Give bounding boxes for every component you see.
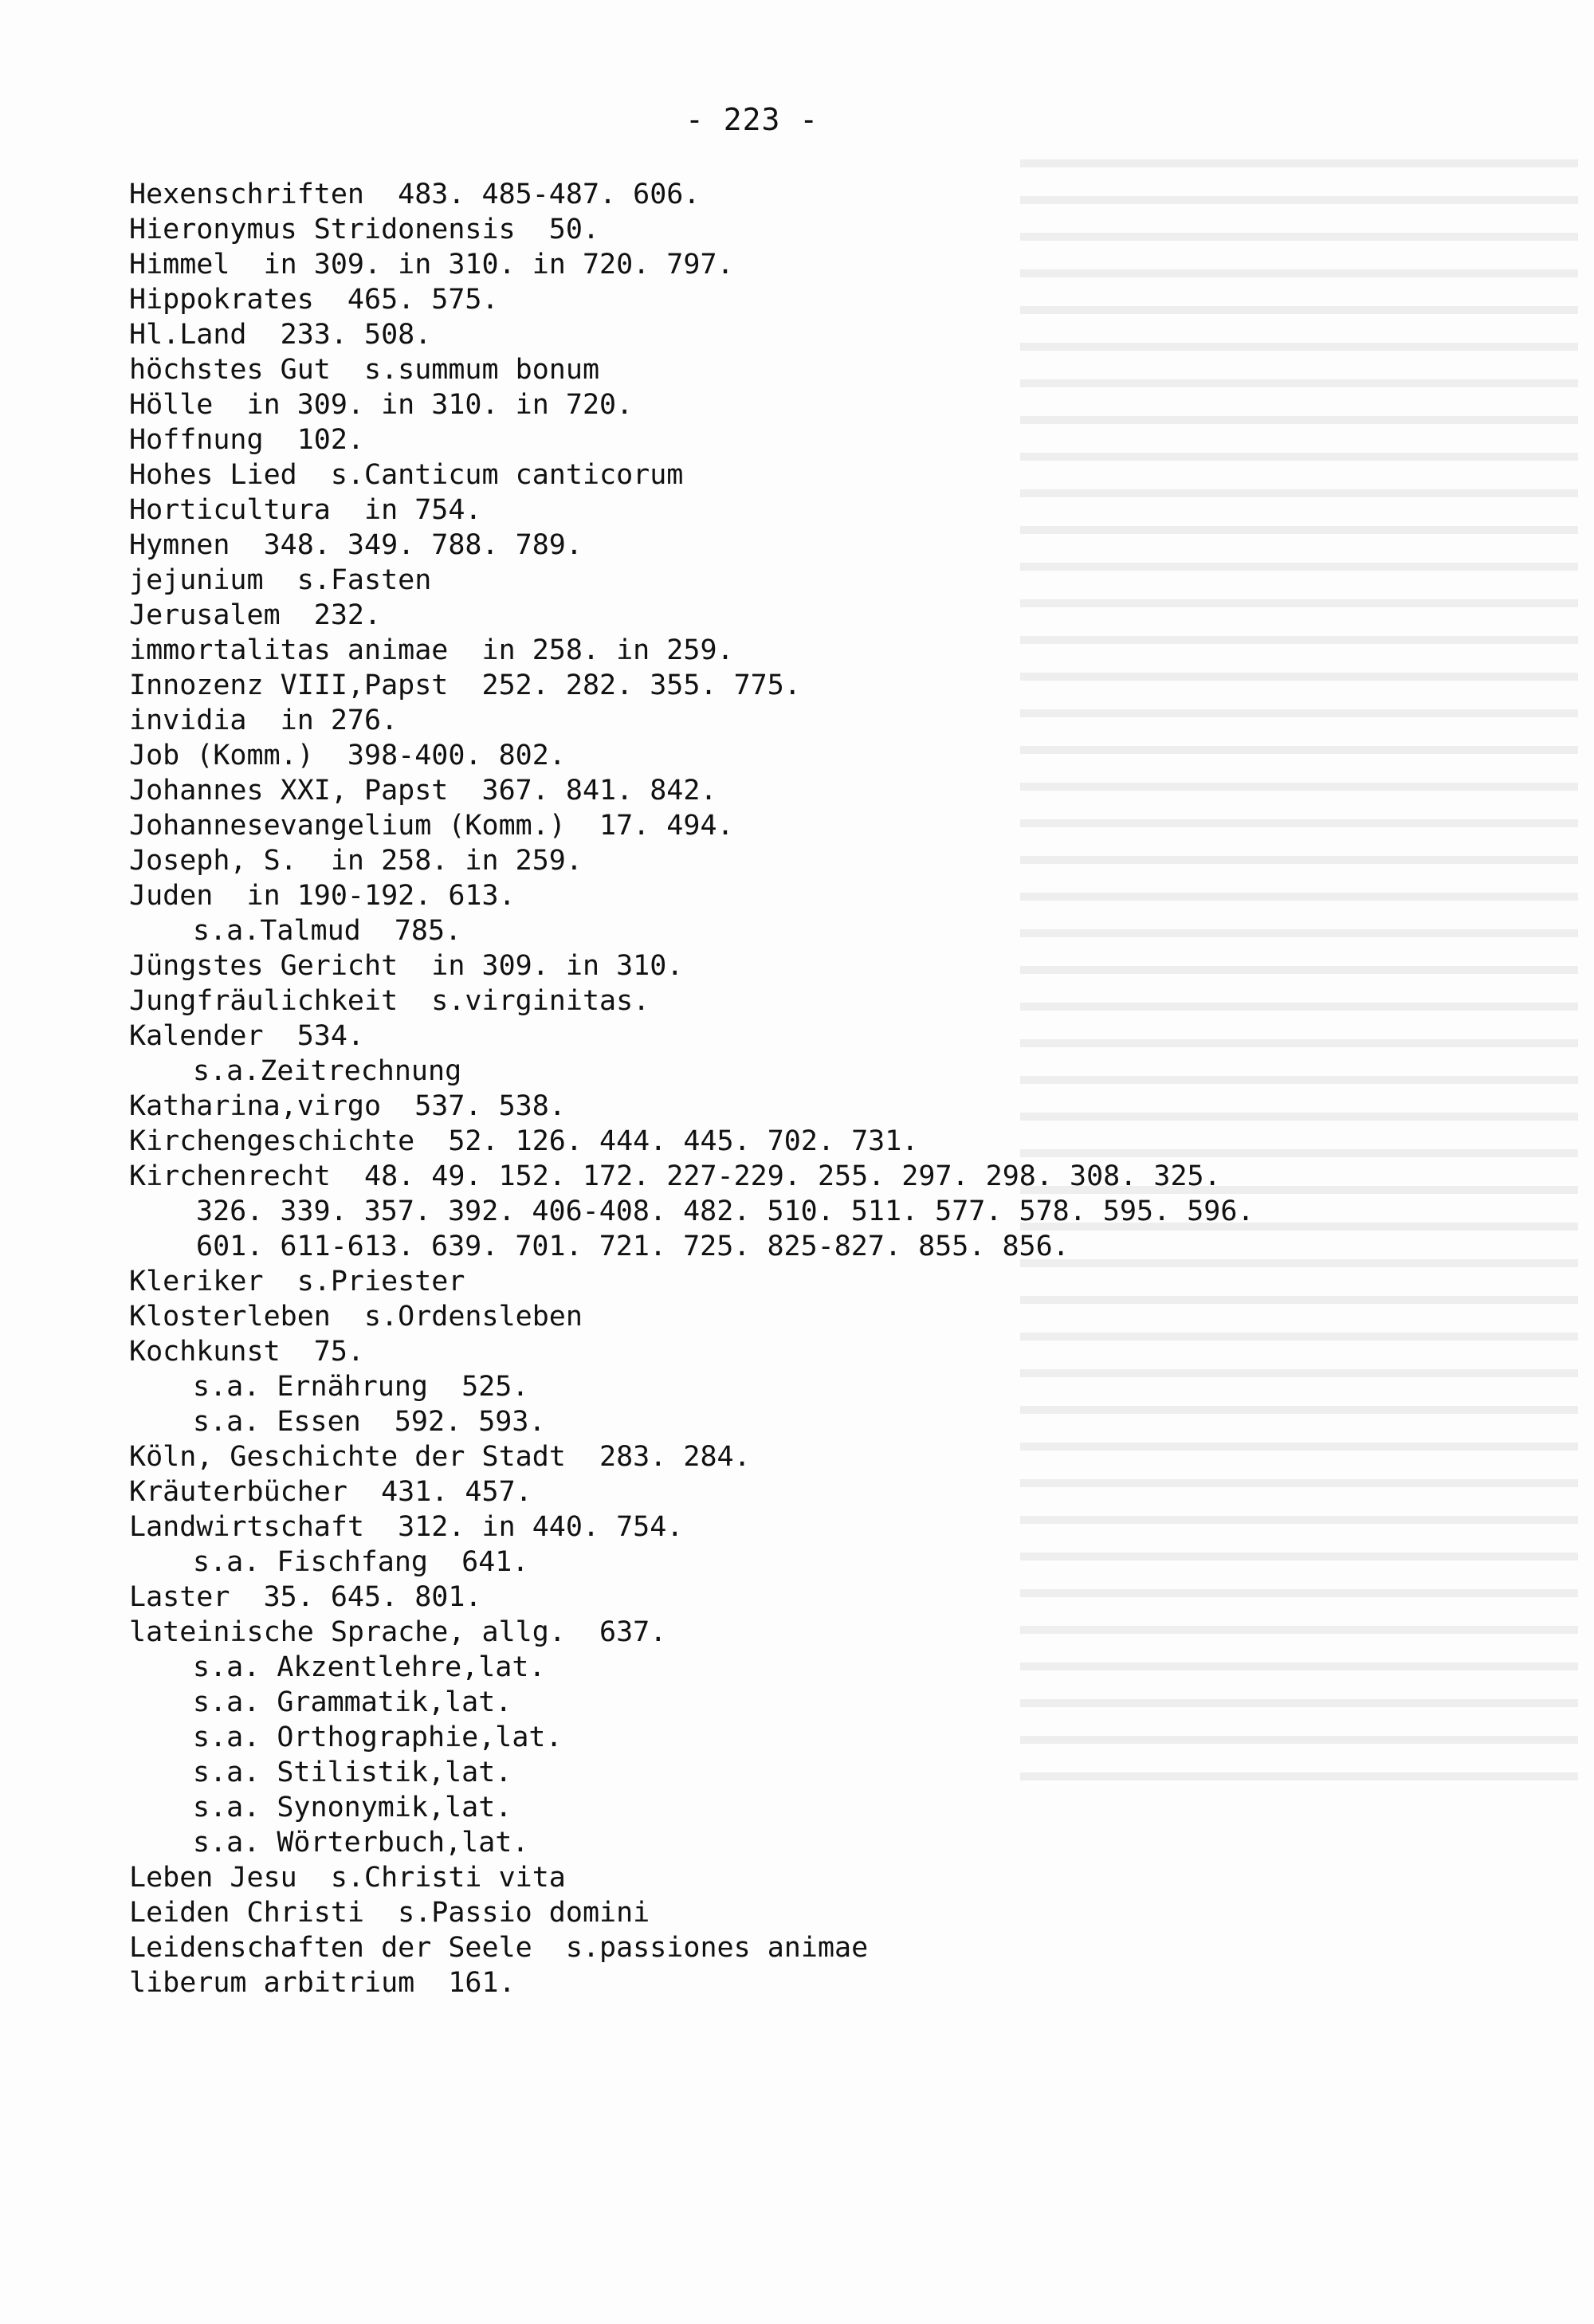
index-entry: Job (Komm.) 398-400. 802. [129,740,566,771]
index-entry: Kirchenrecht 48. 49. 152. 172. 227-229. 255. 297. 298. 308. 325. [129,1160,1221,1192]
index-subentry: s.a. Grammatik,lat. [193,1686,512,1718]
index-entry-continuation: 601. 611-613. 639. 701. 721. 725. 825-827. 855. 856. [196,1231,1070,1262]
index-entry: Johannes XXI, Papst 367. 841. 842. [129,775,717,807]
index-entry: Kalender 534. [129,1020,365,1052]
index-entry: Kirchengeschichte 52. 126. 444. 445. 702. 731. [129,1125,919,1157]
index-entry: Horticultura in 754. [129,494,482,526]
index-entry: Joseph, S. in 258. in 259. [129,845,583,877]
index-subentry: s.a. Orthographie,lat. [193,1721,563,1753]
index-entry: Leben Jesu s.Christi vita [129,1862,566,1894]
index-entry: Laster 35. 645. 801. [129,1581,482,1613]
index-entry: Hl.Land 233. 508. [129,319,432,351]
index-entry: Hölle in 309. in 310. in 720. [129,389,634,421]
index-entry: liberum arbitrium 161. [129,1967,516,1999]
index-subentry: s.a. Wörterbuch,lat. [193,1827,529,1859]
index-entry: Hohes Lied s.Canticum canticorum [129,459,684,491]
index-entry: Innozenz VIII,Papst 252. 282. 355. 775. [129,669,801,701]
index-entry: Hoffnung 102. [129,424,365,456]
index-subentry: s.a.Zeitrechnung [193,1055,462,1087]
index-entry: Köln, Geschichte der Stadt 283. 284. [129,1441,751,1473]
index-entry: Hexenschriften 483. 485-487. 606. [129,179,701,210]
page-number: - 223 - [685,102,819,137]
index-entry-continuation: 326. 339. 357. 392. 406-408. 482. 510. 511. 577. 578. 595. 596. [196,1195,1254,1227]
index-entry: Katharina,virgo 537. 538. [129,1090,566,1122]
index-entry: Klosterleben s.Ordensleben [129,1301,583,1333]
index-entry: Himmel in 309. in 310. in 720. 797. [129,249,734,281]
index-entry: jejunium s.Fasten [129,564,432,596]
index-entries [129,177,1564,2000]
index-entry: invidia in 276. [129,705,398,736]
index-entry: immortalitas animae in 258. in 259. [129,634,734,666]
index-entry: Hymnen 348. 349. 788. 789. [129,529,583,561]
index-entry: Landwirtschaft 312. in 440. 754. [129,1511,684,1543]
index-entry: Johannesevangelium (Komm.) 17. 494. [129,810,734,842]
index-entry: lateinische Sprache, allg. 637. [129,1616,667,1648]
index-subentry: s.a. Synonymik,lat. [193,1792,512,1823]
index-subentry: s.a. Ernährung 525. [193,1371,529,1403]
index-entry: Kräuterbücher 431. 457. [129,1476,532,1508]
index-subentry: s.a. Fischfang 641. [193,1546,529,1578]
index-subentry: s.a. Akzentlehre,lat. [193,1651,546,1683]
index-entry: Kochkunst 75. [129,1336,365,1368]
index-entry: Juden in 190-192. 613. [129,880,516,912]
index-entry: Jüngstes Gericht in 309. in 310. [129,950,684,982]
index-subentry: s.a. Essen 592. 593. [193,1406,546,1438]
index-entry: Leiden Christi s.Passio domini [129,1897,650,1929]
index-entry: Hippokrates 465. 575. [129,284,499,316]
index-entry: Kleriker s.Priester [129,1266,465,1297]
index-subentry: s.a.Talmud 785. [193,915,462,947]
index-entry: Jerusalem 232. [129,599,382,631]
index-entry: Jungfräulichkeit s.virginitas. [129,985,650,1017]
index-entry: höchstes Gut s.summum bonum [129,354,600,386]
index-entry: Leidenschaften der Seele s.passiones animae [129,1932,869,1964]
index-subentry: s.a. Stilistik,lat. [193,1757,512,1788]
index-entry: Hieronymus Stridonensis 50. [129,214,600,245]
